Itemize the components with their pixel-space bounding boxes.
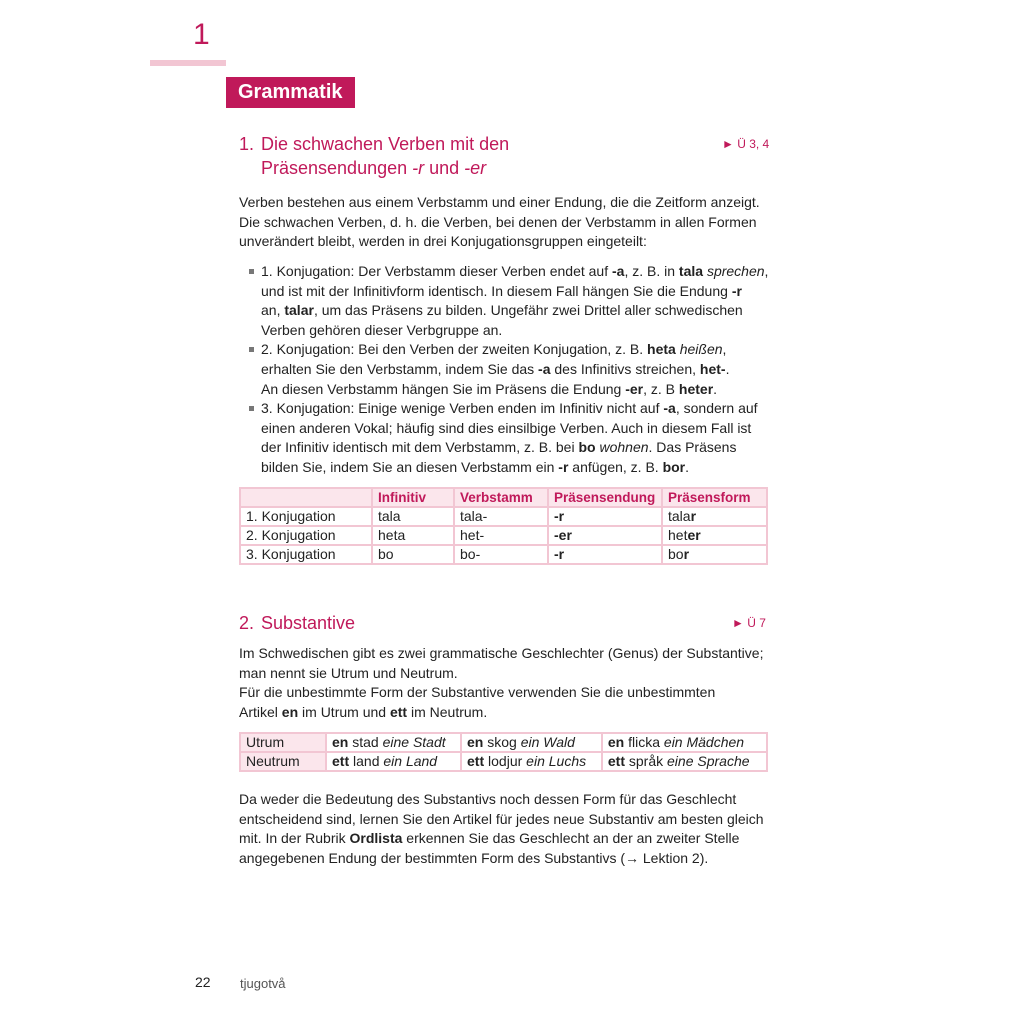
- table-row: [240, 507, 767, 526]
- table-cell: talar: [662, 507, 767, 526]
- page-number: 22: [195, 974, 211, 990]
- section-1-intro: Verben bestehen aus einem Verbstamm und einer Endung, die die Zeitform anzeigt. Die schwachen Verben, d. h. die Verben, bei denen der Verbstamm in allen Formen unverändert bleibt, werden in drei Konjugationsgruppen eingeteilt:: [239, 194, 760, 250]
- table-cell: tala: [372, 507, 454, 526]
- table-cell: en skog ein Wald: [461, 733, 602, 752]
- conjugation-list: [239, 262, 779, 478]
- section-1-heading: [239, 132, 779, 180]
- chapter-number: 1: [193, 18, 210, 51]
- table-row: [240, 752, 767, 771]
- section-1-title-line1: Die schwachen Verben mit den: [261, 134, 510, 154]
- table-cell: ett land ein Land: [326, 752, 461, 771]
- section-2-intro: Im Schwedischen gibt es zwei grammatische Geschlechter (Genus) der Substantive; man nennt sie Utrum und Neutrum. Für die unbestimmte Form der Substantive verwenden Sie die unbestimmten Artikel en im Utrum und ett im Neutrum.: [239, 645, 764, 720]
- conjugation-table: [239, 487, 768, 565]
- table-cell: heter: [662, 526, 767, 545]
- table-header-row: [240, 488, 767, 507]
- section-2-title: Substantive: [261, 613, 356, 633]
- chapter-underline: [150, 60, 226, 66]
- table-header-cell: Präsensform: [662, 488, 767, 507]
- gender-table: [239, 732, 768, 772]
- exercise-ref-2[interactable]: ► Ü 7: [732, 616, 766, 630]
- table-header-cell: Präsensendung: [548, 488, 662, 507]
- table-row: [240, 526, 767, 545]
- table-header-cell: Infinitiv: [372, 488, 454, 507]
- table-cell: bor: [662, 545, 767, 564]
- row-label: 3. Konjugation: [240, 545, 372, 564]
- table-cell: -er: [548, 526, 662, 545]
- table-cell: en stad eine Stadt: [326, 733, 461, 752]
- list-item: 2. Konjugation: Bei den Verben der zweiten Konjugation, z. B. heta heißen, erhalten Sie den Verbstamm, indem Sie das -a des Infinitivs streichen, het-. An diesen Verbstamm hängen Sie im Präsens die Endung -er, z. B heter.: [239, 340, 779, 399]
- table-cell: -r: [548, 507, 662, 526]
- table-cell: bo: [372, 545, 454, 564]
- table-row: [240, 733, 767, 752]
- row-label: Utrum: [240, 733, 326, 752]
- row-label: Neutrum: [240, 752, 326, 771]
- section-badge: Grammatik: [226, 77, 355, 108]
- section-1-title-line2: Präsensendungen -r und -er: [261, 158, 487, 178]
- table-cell: het-: [454, 526, 548, 545]
- row-label: 2. Konjugation: [240, 526, 372, 545]
- section-2-number: 2.: [239, 613, 255, 633]
- table-row: [240, 545, 767, 564]
- section-1-number: 1.: [239, 134, 255, 154]
- list-item: 1. Konjugation: Der Verbstamm dieser Verben endet auf -a, z. B. in tala sprechen, und ist mit der Infinitivform identisch. In diesem Fall hängen Sie die Endung -r an, talar, um das Präsens zu bilden. Ungefähr zwei Drittel aller schwedischen Verben gehören dieser Verbgruppe an.: [239, 262, 779, 340]
- exercise-ref-1[interactable]: ► Ü 3, 4: [722, 137, 770, 151]
- section-2-heading: [239, 611, 779, 635]
- page-number-word: tjugotvå: [240, 976, 286, 991]
- table-cell: -r: [548, 545, 662, 564]
- table-cell: ett språk eine Sprache: [602, 752, 767, 771]
- list-item: 3. Konjugation: Einige wenige Verben enden im Infinitiv nicht auf -a, sondern auf einen anderen Vokal; häufig sind dies einsilbige Verben. Auch in diesem Fall ist der Infinitiv identisch mit dem Verbstamm, z. B. bei bo wohnen. Das Präsens bilden Sie, indem Sie an diesen Verbstamm ein -r anfügen, z. B. bor.: [239, 399, 779, 477]
- table-cell: tala-: [454, 507, 548, 526]
- table-cell: en flicka ein Mädchen: [602, 733, 767, 752]
- table-header-cell: Verbstamm: [454, 488, 548, 507]
- table-header-cell: [240, 488, 372, 507]
- table-cell: heta: [372, 526, 454, 545]
- row-label: 1. Konjugation: [240, 507, 372, 526]
- table-cell: bo-: [454, 545, 548, 564]
- table-cell: ett lodjur ein Luchs: [461, 752, 602, 771]
- section-2-conclusion: Da weder die Bedeutung des Substantivs noch dessen Form für das Geschlecht entscheidend sind, lernen Sie den Artikel für jedes neue Substantiv am besten gleich mit. In der Rubrik Ordlista erkennen Sie das Geschlecht an der an zweiter Stelle angegebenen Endung der bestimmten Form des Substantivs (→ Lektion 2).: [239, 791, 764, 866]
